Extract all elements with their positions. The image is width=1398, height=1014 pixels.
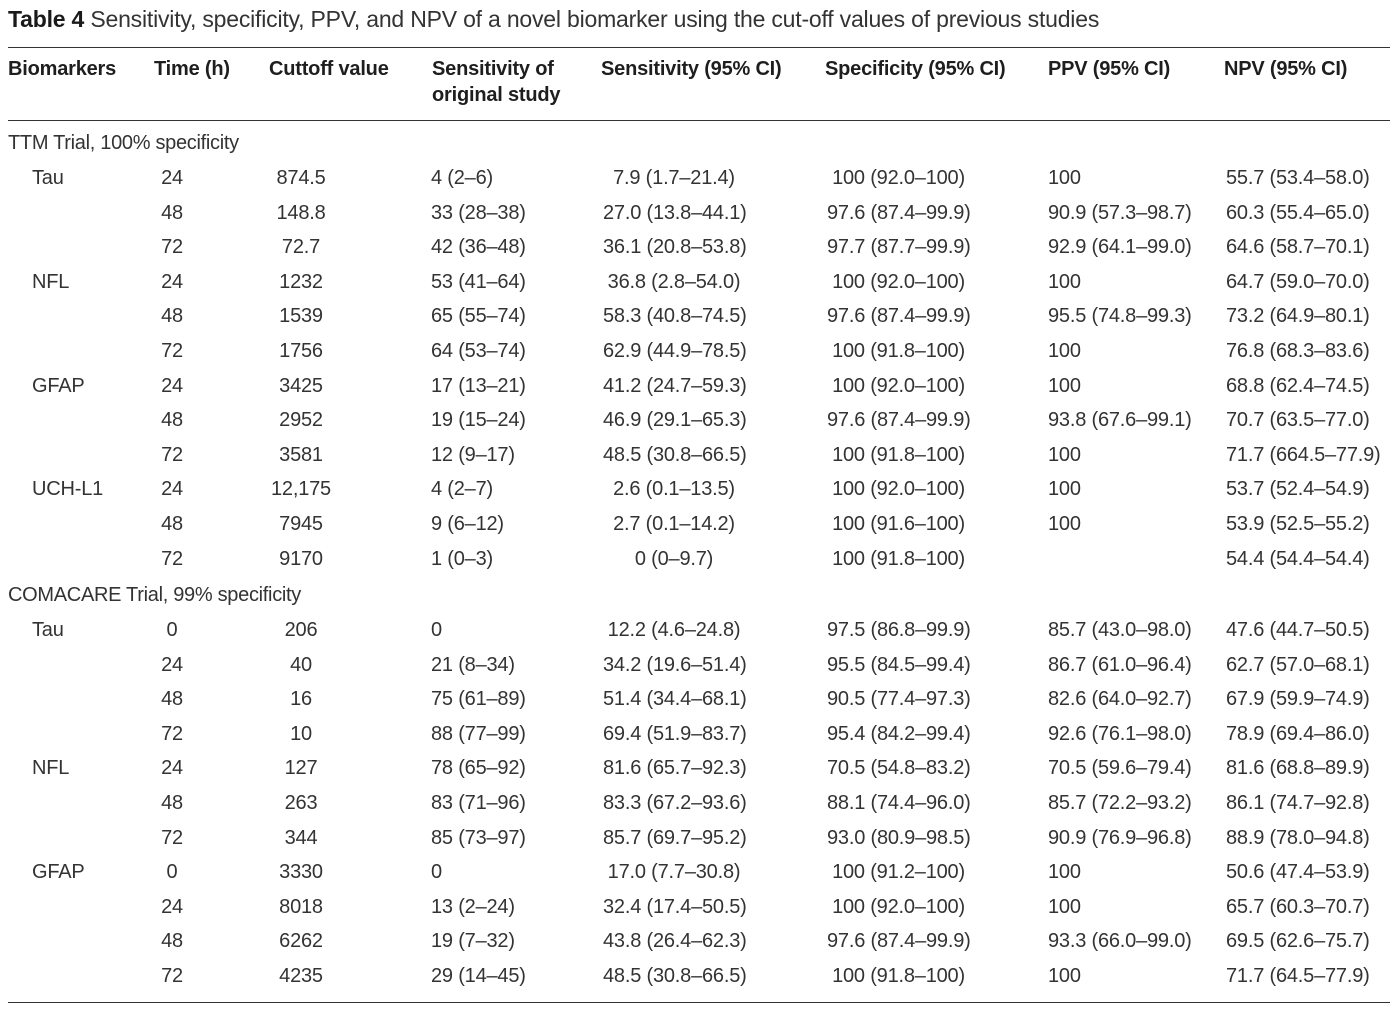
cell-cutoff: 10 <box>290 722 312 745</box>
cell-npv: 67.9 (59.9–74.9) <box>1226 688 1370 711</box>
header-specificity: Specificity (95% CI) <box>825 58 1006 80</box>
cell-spec: 97.6 (87.4–99.9) <box>827 930 971 953</box>
cell-orig: 42 (36–48) <box>431 236 526 259</box>
header-cutoff: Cuttoff value <box>269 58 389 80</box>
cell-spec: 100 (91.6–100) <box>832 513 965 535</box>
cell-ppv: 100 <box>1048 340 1081 362</box>
cell-sens: 27.0 (13.8–44.1) <box>603 201 747 224</box>
cell-ppv: 100 <box>1048 861 1081 884</box>
top-rule <box>8 47 1390 48</box>
cell-time: 48 <box>161 792 183 814</box>
cell-time: 24 <box>161 895 183 918</box>
cell-cutoff: 3330 <box>279 861 323 884</box>
section-title: COMACARE Trial, 99% specificity <box>8 584 301 606</box>
cell-npv: 70.7 (63.5–77.0) <box>1226 409 1370 432</box>
header-ppv: PPV (95% CI) <box>1048 58 1171 80</box>
cell-npv: 76.8 (68.3–83.6) <box>1226 340 1370 362</box>
header-sensitivity-original: Sensitivity of original study <box>432 58 561 106</box>
cell-npv: 54.4 (54.4–54.4) <box>1226 547 1370 570</box>
cell-sens: 36.1 (20.8–53.8) <box>603 236 747 259</box>
cell-cutoff: 263 <box>284 792 318 814</box>
cell-spec: 95.5 (84.5–99.4) <box>827 653 971 676</box>
cell-time: 48 <box>161 930 183 953</box>
cell-orig: 13 (2–24) <box>431 895 515 918</box>
cell-cutoff: 3425 <box>279 374 323 397</box>
cell-cutoff: 4235 <box>279 965 323 987</box>
cell-spec: 97.6 (87.4–99.9) <box>827 305 971 328</box>
table-label: Table 4 <box>8 6 85 32</box>
cell-cutoff: 12,175 <box>271 478 331 501</box>
cell-orig: 21 (8–34) <box>431 653 515 676</box>
cell-time: 48 <box>161 305 183 328</box>
cell-orig: 85 (73–97) <box>431 826 526 849</box>
cell-cutoff: 148.8 <box>276 201 326 224</box>
cell-npv: 71.7 (64.5–77.9) <box>1226 965 1370 987</box>
cell-cutoff: 1756 <box>279 340 323 362</box>
cell-cutoff: 40 <box>290 653 312 676</box>
cell-time: 24 <box>161 374 183 397</box>
cell-time: 72 <box>161 340 183 362</box>
cell-ppv: 100 <box>1048 965 1081 987</box>
cell-ppv: 92.6 (76.1–98.0) <box>1048 722 1192 745</box>
cell-ppv: 100 <box>1048 895 1081 918</box>
cell-sens: 2.6 (0.1–13.5) <box>613 478 735 501</box>
cell-cutoff: 874.5 <box>276 167 326 189</box>
cell-npv: 50.6 (47.4–53.9) <box>1226 861 1370 884</box>
cell-ppv: 90.9 (57.3–98.7) <box>1048 201 1192 224</box>
cell-time: 24 <box>161 270 183 293</box>
cell-ppv: 100 <box>1048 478 1081 501</box>
cell-time: 72 <box>161 236 183 259</box>
cell-npv: 53.7 (52.4–54.9) <box>1226 478 1370 501</box>
cell-time: 72 <box>161 826 183 849</box>
cell-biomarker: NFL <box>32 270 70 293</box>
cell-ppv: 82.6 (64.0–92.7) <box>1048 688 1192 711</box>
cell-sens: 51.4 (34.4–68.1) <box>603 688 747 711</box>
cell-spec: 90.5 (77.4–97.3) <box>827 688 971 711</box>
cell-spec: 97.7 (87.7–99.9) <box>827 236 971 259</box>
cell-orig: 53 (41–64) <box>431 270 526 293</box>
cell-ppv: 100 <box>1048 513 1081 535</box>
cell-sens: 0 (0–9.7) <box>634 547 714 570</box>
cell-spec: 100 (91.8–100) <box>832 547 965 570</box>
table-caption <box>8 6 1099 33</box>
cell-orig: 83 (71–96) <box>431 792 526 814</box>
cell-spec: 97.6 (87.4–99.9) <box>827 201 971 224</box>
cell-ppv: 100 <box>1048 270 1081 293</box>
cell-npv: 62.7 (57.0–68.1) <box>1226 653 1370 676</box>
cell-npv: 64.6 (58.7–70.1) <box>1226 236 1370 259</box>
cell-ppv: 93.8 (67.6–99.1) <box>1048 409 1192 432</box>
cell-time: 72 <box>161 965 183 987</box>
cell-orig: 64 (53–74) <box>431 340 526 362</box>
cell-sens: 12.2 (4.6–24.8) <box>607 619 741 641</box>
cell-ppv: 85.7 (72.2–93.2) <box>1048 792 1192 814</box>
cell-cutoff: 1232 <box>279 270 323 293</box>
cell-cutoff: 9170 <box>279 547 323 570</box>
cell-ppv: 100 <box>1048 374 1081 397</box>
cell-orig: 9 (6–12) <box>431 513 504 535</box>
cell-cutoff: 7945 <box>279 513 323 535</box>
cell-sens: 69.4 (51.9–83.7) <box>603 722 747 745</box>
cell-cutoff: 1539 <box>279 305 323 328</box>
cell-biomarker: GFAP <box>32 374 85 397</box>
cell-orig: 65 (55–74) <box>431 305 526 328</box>
cell-orig: 1 (0–3) <box>431 547 493 570</box>
cell-npv: 64.7 (59.0–70.0) <box>1226 270 1370 293</box>
cell-cutoff: 2952 <box>279 409 323 432</box>
cell-sens: 46.9 (29.1–65.3) <box>603 409 747 432</box>
cell-sens: 43.8 (26.4–62.3) <box>603 930 747 953</box>
cell-orig: 4 (2–7) <box>431 478 493 501</box>
cell-biomarker: UCH-L1 <box>32 478 104 501</box>
cell-ppv: 95.5 (74.8–99.3) <box>1048 305 1192 328</box>
cell-sens: 41.2 (24.7–59.3) <box>603 374 747 397</box>
header-time: Time (h) <box>154 58 230 80</box>
cell-npv: 68.8 (62.4–74.5) <box>1226 374 1370 397</box>
cell-orig: 75 (61–89) <box>431 688 526 711</box>
cell-npv: 88.9 (78.0–94.8) <box>1226 826 1370 849</box>
cell-spec: 100 (92.0–100) <box>832 374 965 397</box>
cell-orig: 88 (77–99) <box>431 722 526 745</box>
cell-npv: 71.7 (664.5–77.9) <box>1226 443 1381 466</box>
cell-ppv: 85.7 (43.0–98.0) <box>1048 619 1192 641</box>
cell-time: 48 <box>161 688 183 711</box>
cell-npv: 73.2 (64.9–80.1) <box>1226 305 1370 328</box>
cell-orig: 4 (2–6) <box>431 167 493 189</box>
cell-biomarker: NFL <box>32 757 70 780</box>
cell-biomarker: Tau <box>32 167 64 189</box>
cell-sens: 83.3 (67.2–93.6) <box>603 792 747 814</box>
cell-biomarker: Tau <box>32 619 64 641</box>
cell-spec: 97.6 (87.4–99.9) <box>827 409 971 432</box>
cell-npv: 53.9 (52.5–55.2) <box>1226 513 1370 535</box>
section-title: TTM Trial, 100% specificity <box>8 132 239 154</box>
cell-ppv: 100 <box>1048 443 1081 466</box>
cell-spec: 88.1 (74.4–96.0) <box>827 792 971 814</box>
cell-sens: 7.9 (1.7–21.4) <box>613 167 735 189</box>
cell-orig: 78 (65–92) <box>431 757 526 780</box>
cell-spec: 100 (91.2–100) <box>832 861 965 884</box>
cell-time: 24 <box>161 167 183 189</box>
cell-sens: 48.5 (30.8–66.5) <box>603 965 747 987</box>
table-caption-text: Sensitivity, specificity, PPV, and NPV of a novel biomarker using the cut-off values of previous studies <box>90 6 1100 32</box>
cell-sens: 62.9 (44.9–78.5) <box>603 340 747 362</box>
cell-spec: 100 (91.8–100) <box>832 965 965 987</box>
cell-cutoff: 344 <box>284 826 318 849</box>
cell-sens: 81.6 (65.7–92.3) <box>603 757 747 780</box>
cell-ppv: 100 <box>1048 167 1081 189</box>
cell-sens: 48.5 (30.8–66.5) <box>603 443 747 466</box>
cell-cutoff: 3581 <box>279 443 323 466</box>
cell-npv: 69.5 (62.6–75.7) <box>1226 930 1370 953</box>
cell-biomarker: GFAP <box>32 861 85 884</box>
cell-orig: 19 (15–24) <box>431 409 526 432</box>
cell-spec: 70.5 (54.8–83.2) <box>827 757 971 780</box>
cell-ppv: 90.9 (76.9–96.8) <box>1048 826 1192 849</box>
cell-spec: 100 (92.0–100) <box>832 478 965 501</box>
cell-time: 48 <box>161 513 183 535</box>
cell-cutoff: 8018 <box>279 895 323 918</box>
cell-npv: 60.3 (55.4–65.0) <box>1226 201 1370 224</box>
cell-sens: 34.2 (19.6–51.4) <box>603 653 747 676</box>
cell-cutoff: 206 <box>284 619 318 641</box>
cell-spec: 100 (92.0–100) <box>832 895 965 918</box>
cell-time: 0 <box>166 861 178 884</box>
cell-time: 72 <box>161 722 183 745</box>
cell-npv: 47.6 (44.7–50.5) <box>1226 619 1370 641</box>
header-npv: NPV (95% CI) <box>1224 58 1348 80</box>
cell-sens: 17.0 (7.7–30.8) <box>607 861 741 884</box>
cell-spec: 100 (92.0–100) <box>832 167 965 189</box>
cell-spec: 93.0 (80.9–98.5) <box>827 826 971 849</box>
cell-orig: 12 (9–17) <box>431 443 515 466</box>
cell-ppv: 86.7 (61.0–96.4) <box>1048 653 1192 676</box>
cell-time: 24 <box>161 757 183 780</box>
cell-cutoff: 127 <box>284 757 318 780</box>
bottom-rule <box>8 1002 1390 1003</box>
header-sensitivity: Sensitivity (95% CI) <box>601 58 782 80</box>
cell-spec: 100 (91.8–100) <box>832 443 965 466</box>
cell-npv: 78.9 (69.4–86.0) <box>1226 722 1370 745</box>
cell-orig: 29 (14–45) <box>431 965 526 987</box>
cell-orig: 19 (7–32) <box>431 930 515 953</box>
cell-time: 48 <box>161 409 183 432</box>
cell-sens: 58.3 (40.8–74.5) <box>603 305 747 328</box>
cell-npv: 86.1 (74.7–92.8) <box>1226 792 1370 814</box>
cell-orig: 17 (13–21) <box>431 374 526 397</box>
cell-ppv: 70.5 (59.6–79.4) <box>1048 757 1192 780</box>
cell-sens: 2.7 (0.1–14.2) <box>613 513 735 535</box>
cell-time: 24 <box>161 478 183 501</box>
cell-sens: 85.7 (69.7–95.2) <box>603 826 747 849</box>
header-rule <box>8 120 1390 121</box>
header-biomarkers: Biomarkers <box>8 58 117 80</box>
cell-cutoff: 72.7 <box>281 236 321 259</box>
cell-time: 72 <box>161 547 183 570</box>
cell-time: 48 <box>161 201 183 224</box>
cell-time: 24 <box>161 653 183 676</box>
cell-spec: 95.4 (84.2–99.4) <box>827 722 971 745</box>
cell-orig: 33 (28–38) <box>431 201 526 224</box>
cell-sens: 32.4 (17.4–50.5) <box>603 895 747 918</box>
cell-npv: 65.7 (60.3–70.7) <box>1226 895 1370 918</box>
cell-npv: 81.6 (68.8–89.9) <box>1226 757 1370 780</box>
cell-orig: 0 <box>431 619 442 641</box>
cell-spec: 100 (92.0–100) <box>832 270 965 293</box>
cell-sens: 36.8 (2.8–54.0) <box>607 270 741 293</box>
cell-spec: 100 (91.8–100) <box>832 340 965 362</box>
cell-ppv: 93.3 (66.0–99.0) <box>1048 930 1192 953</box>
cell-time: 72 <box>161 443 183 466</box>
cell-npv: 55.7 (53.4–58.0) <box>1226 167 1370 189</box>
cell-time: 0 <box>166 619 178 641</box>
cell-orig: 0 <box>431 861 442 884</box>
cell-ppv: 92.9 (64.1–99.0) <box>1048 236 1192 259</box>
cell-spec: 97.5 (86.8–99.9) <box>827 619 971 641</box>
cell-cutoff: 16 <box>290 688 312 711</box>
cell-cutoff: 6262 <box>279 930 323 953</box>
